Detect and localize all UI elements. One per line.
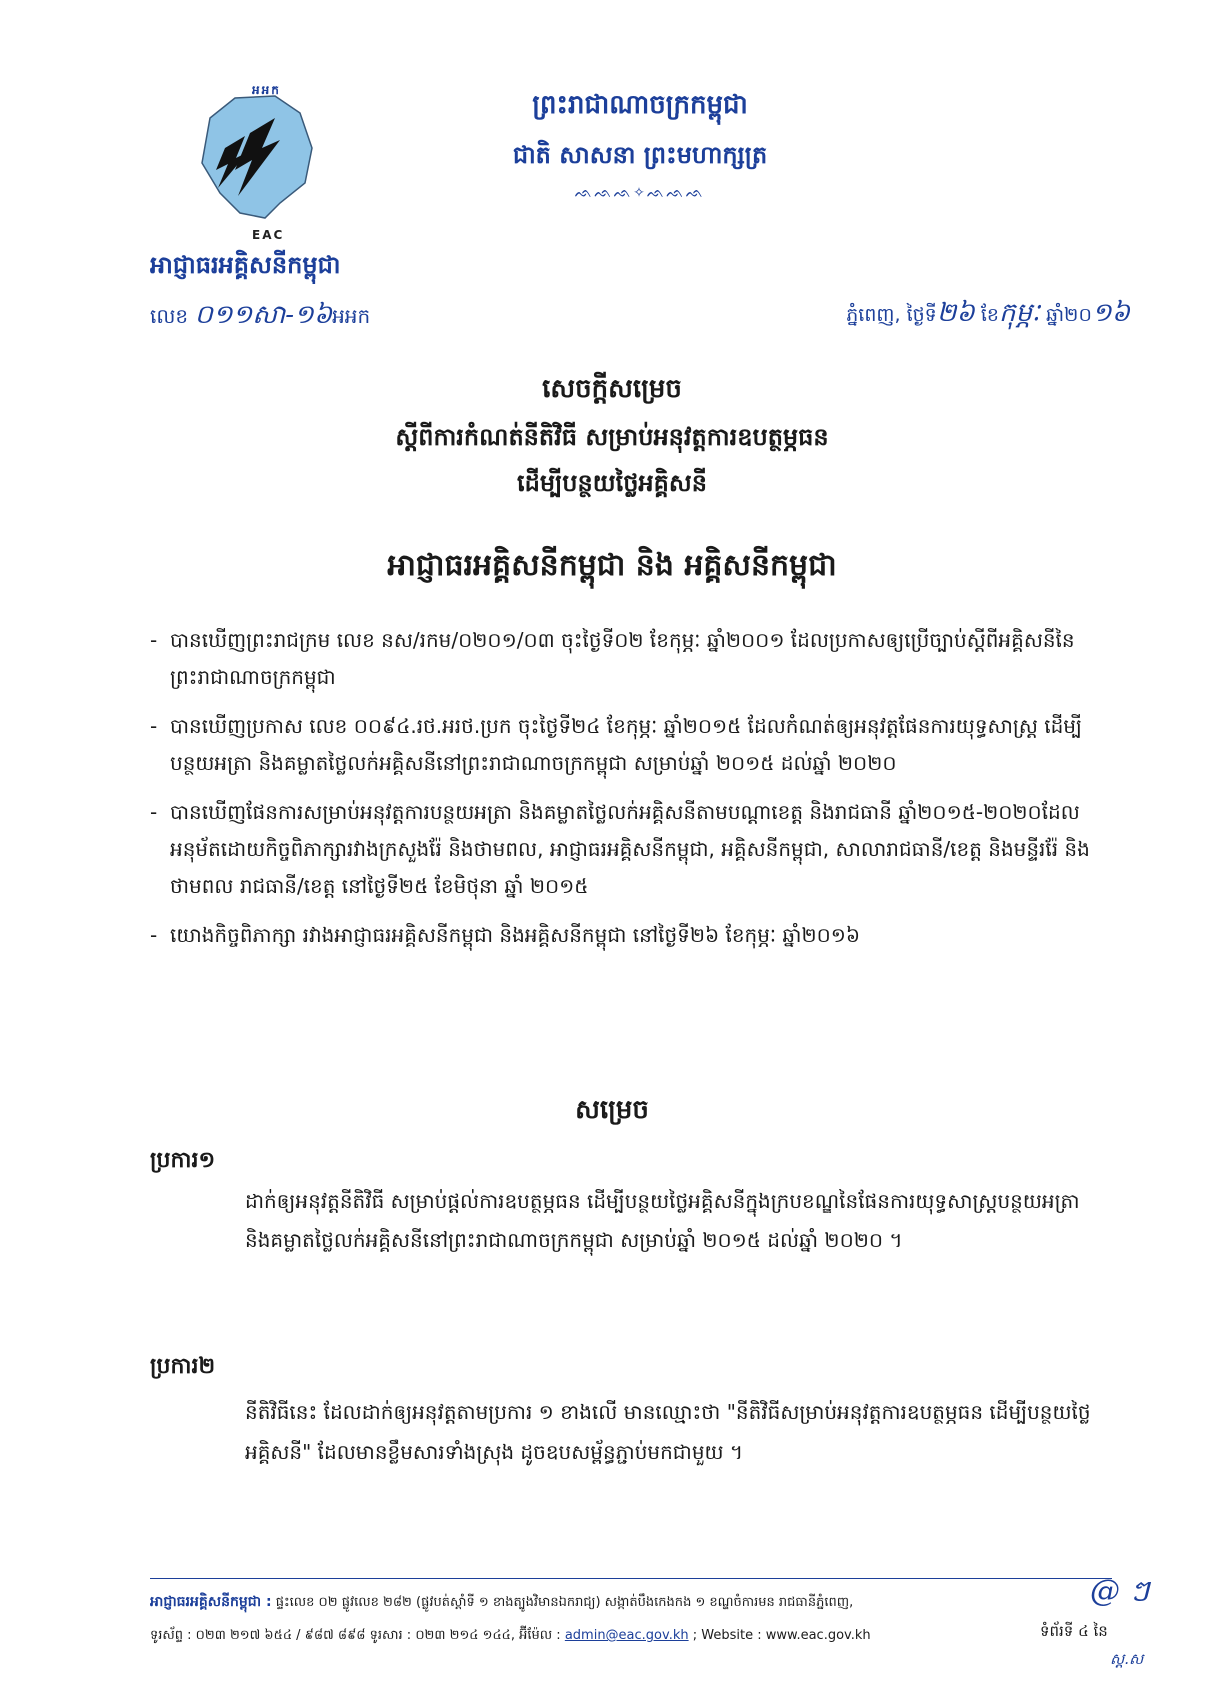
footer-address (150, 1592, 1110, 1613)
page-number: ទំព័រទី ៤ នៃ (1040, 1622, 1108, 1640)
preamble-item: - បានឃើញប្រកាស លេខ ០០៩៤.រថ.អរថ.ប្រក ចុះថ្ងៃទី២៤ ខែកុម្ភៈ ឆ្នាំ២០១៥ ដែលកំណត់ឲ្យអនុវត្តផែនការយុទ្ធសាស្ត្រ ដើម្បីបន្ថយអត្រា និងគម្លាតថ្លៃលក់អគ្គិសនីនៅព្រះរាជាណាចក្រកម្ពុជា សម្រាប់ឆ្នាំ ២០១៥ ដល់ឆ្នាំ ២០២០ (150, 708, 1110, 782)
article-1-body: ដាក់ឲ្យអនុវត្តនីតិវិធី សម្រាប់ផ្តល់ការឧបត្ថម្ភធន ដើម្បីបន្ថយថ្លៃអគ្គិសនីក្នុងក្របខណ្ឌនៃផែនការយុទ្ធសាស្ត្របន្ថយអត្រា និងគម្លាតថ្លៃលក់អគ្គិសនីនៅព្រះរាជាណាចក្រកម្ពុជា សម្រាប់ឆ្នាំ ២០១៥ ដល់ឆ្នាំ ២០២០ ។ (245, 1189, 1080, 1252)
document-title: សេចក្តីសម្រេច (542, 374, 682, 404)
date-place: ភ្នំពេញ, (846, 304, 901, 326)
reference-prefix: លេខ (150, 304, 189, 328)
phone-number: ០២៣ ២១៧ ៦៥៤ / ៩៨៧ ៨៩៨ (195, 1628, 366, 1643)
preamble-item: - បានឃើញព្រះរាជក្រម លេខ នស/រកម/០២០១/០៣ ចុះថ្ងៃទី០២ ខែកុម្ភៈ ឆ្នាំ២០០១ ដែលប្រកាសឲ្យប្រើច្បាប់ស្តីពីអគ្គិសនីនៃព្រះរាជាណាចក្រកម្ពុជា (150, 622, 1110, 696)
phone-label: ទូរស័ព្ទ : (150, 1628, 192, 1643)
date-month: កុម្ភៈ (998, 298, 1040, 328)
email-link[interactable]: admin@eac.gov.kh (564, 1628, 689, 1643)
website-link[interactable]: www.eac.gov.kh (765, 1628, 871, 1643)
article-2-heading: ប្រការ២ (150, 1354, 216, 1379)
document-subtitle-2: ដើម្បីបន្ថយថ្លៃអគ្គិសនី (517, 469, 707, 497)
date-year: ១៦ (1091, 298, 1130, 328)
fax-number: ០២៣ ២១៤ ១៤៤, (415, 1628, 516, 1643)
date-day-label: ថ្ងៃទី (906, 304, 937, 326)
date-day: ២៦ (936, 298, 975, 328)
logo-label: EAC (252, 228, 285, 242)
date-year-label: ឆ្នាំ២០ (1045, 304, 1092, 326)
footer-contact (150, 1627, 1110, 1646)
organization-name: អាជ្ញាធរអគ្គិសនីកម្ពុជា (150, 251, 341, 279)
footer-address-text: ផ្ទះលេខ ០២ ផ្លូវលេខ ២៨២ (ផ្លូវបត់ស្តាំទី ១ ខាងត្បូងវិមានឯករាជ្យ) សង្កាត់បឹងកេងកង ១ ខណ្ឌចំការមន រាជធានីភ្នំពេញ, (275, 1595, 854, 1610)
email-label: អ៊ីម៉ែល : (519, 1628, 561, 1643)
reference-number-value: ០១១សា-១៦ (194, 300, 333, 330)
preamble-item: - បានឃើញផែនការសម្រាប់អនុវត្តការបន្ថយអត្រា និងគម្លាតថ្លៃលក់អគ្គិសនីតាមបណ្តាខេត្ត និងរាជធានី ឆ្នាំ២០១៥-២០២០ដែលអនុម័តដោយកិច្ចពិភាក្សារវាងក្រសួងរ៉ែ និងថាមពល, អាជ្ញាធរអគ្គិសនីកម្ពុជា, អគ្គិសនីកម្ពុជា, សាលារាជធានី/ខេត្ត និងមន្ទីររ៉ែ និងថាមពល រាជធានី/ខេត្ត នៅថ្ងៃទី២៥ ខែមិថុនា ឆ្នាំ ២០១៥ (150, 794, 1110, 905)
cambodia-map-lightning-icon (180, 78, 330, 248)
document-subtitle: ស្តីពីការកំណត់នីតិវិធី សម្រាប់អនុវត្តការឧបត្ថម្ភធន (395, 423, 829, 451)
date-month-label: ខែ (980, 304, 999, 326)
decision-heading: សម្រេច (575, 1095, 649, 1125)
fax-label: ទូរសារ : (369, 1628, 412, 1643)
eac-logo (180, 78, 330, 248)
handwritten-annotation: @ ៗ (1090, 1574, 1150, 1609)
footer-divider (150, 1578, 1112, 1579)
article-2-body: នីតិវិធីនេះ ដែលដាក់ឲ្យអនុវត្តតាមប្រការ ១ ខាងលើ មានឈ្មោះថា "នីតិវិធីសម្រាប់អនុវត្តការឧបត្ថម្ភធន ដើម្បីបន្ថយថ្លៃអគ្គិសនី" ដែលមានខ្លឹមសារទាំងស្រុង ដូចឧបសម្ព័ន្ធភ្ជាប់មកជាមួយ ។ (245, 1400, 1091, 1464)
ornament-divider: ᨒᨒᨒ✧ᨒᨒᨒ (574, 185, 706, 201)
date-line (740, 296, 1130, 334)
kingdom-heading: ព្រះរាជាណាចក្រកម្ពុជា (532, 90, 748, 120)
preamble-item: - យោងកិច្ចពិភាក្សា រវាងអាជ្ញាធរអគ្គិសនីកម្ពុជា និងអគ្គិសនីកម្ពុជា នៅថ្ងៃទី២៦ ខែកុម្ភៈ ឆ្នាំ២០១៦ (150, 917, 1110, 954)
website-label: ; Website : (692, 1628, 762, 1643)
footer-org: អាជ្ញាធរអគ្គិសនីកម្ពុជា : (150, 1594, 272, 1610)
article-1-heading: ប្រការ១ (150, 1148, 216, 1173)
reference-suffix: អអក (332, 304, 371, 328)
issuing-authorities: អាជ្ញាធរអគ្គិសនីកម្ពុជា និង អគ្គិសនីកម្ពុជា (387, 548, 837, 583)
reference-number (150, 298, 370, 336)
national-motto: ជាតិ សាសនា ព្រះមហាក្សត្រ (512, 141, 768, 169)
preamble-list (150, 622, 1110, 966)
handwritten-initials: ស្ត.ស (1110, 1650, 1144, 1668)
logo-abbreviation: អអក (252, 83, 281, 97)
